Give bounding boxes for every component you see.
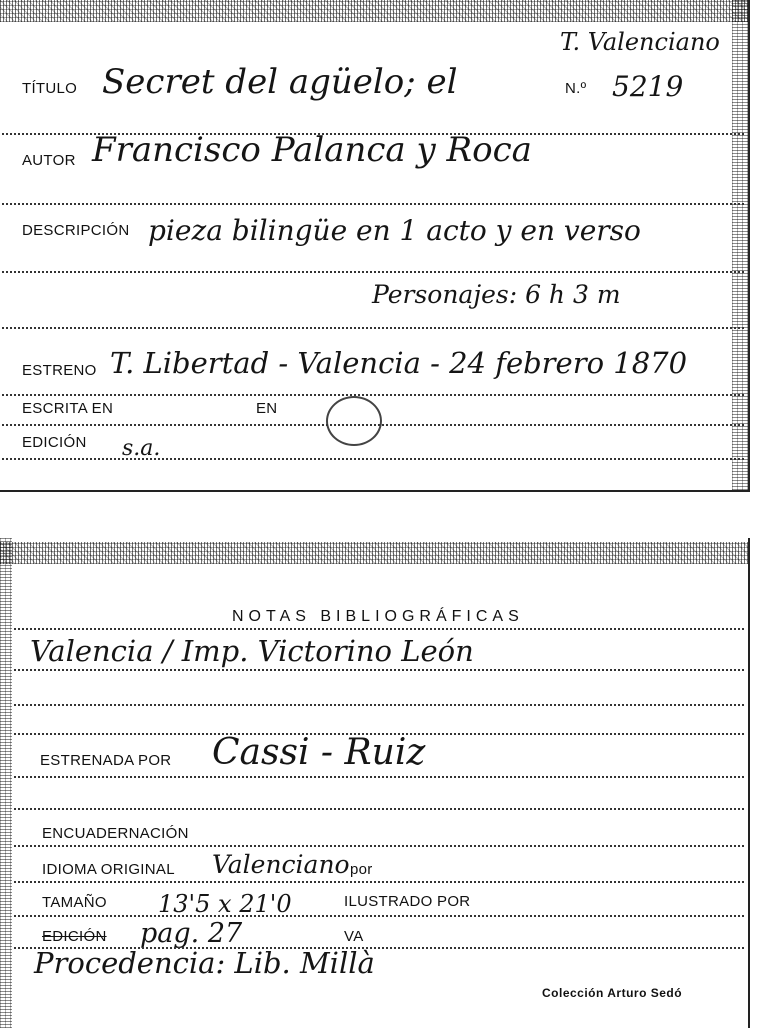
rule-line (14, 881, 744, 883)
notas-value: Valencia / Imp. Victorino León (30, 634, 474, 668)
ilustrado-label: ILUSTRADO POR (344, 893, 471, 910)
estrenada-value: Cassi - Ruiz (212, 732, 426, 773)
rule-line (14, 845, 744, 847)
rule-line (2, 271, 744, 273)
collection-credit: Colección Arturo Sedó (542, 986, 683, 1000)
por-label: por (350, 861, 373, 878)
procedencia-value: Procedencia: Lib. Millà (34, 946, 375, 980)
collection-tag: T. Valenciano (560, 28, 720, 56)
estreno-value: T. Libertad - Valencia - 24 febrero 1870 (110, 346, 688, 380)
scan-noise-left (0, 538, 12, 1028)
rule-line (14, 915, 744, 917)
notas-heading: NOTAS BIBLIOGRÁFICAS (232, 608, 524, 625)
edicion-value: s.a. (122, 436, 161, 461)
rule-line (14, 704, 744, 706)
descripcion-value: pieza bilingüe en 1 acto y en verso (148, 214, 641, 247)
rule-line (14, 776, 744, 778)
scan-noise-right (732, 0, 748, 490)
personajes-value: Personajes: 6 h 3 m (372, 280, 621, 309)
estreno-label: ESTRENO (22, 362, 97, 379)
en-label: EN (256, 400, 278, 417)
number-value: 5219 (612, 70, 684, 103)
edicion-label-struck: EDICIÓN (42, 928, 107, 945)
autor-value: Francisco Palanca y Roca (92, 130, 532, 170)
catalog-card-top (0, 0, 750, 492)
titulo-value: Secret del agüelo; el (102, 62, 458, 102)
scan-noise-top (0, 0, 748, 22)
catalog-card-bottom (0, 538, 750, 1028)
edicion-value: pag. 27 (140, 918, 243, 949)
rule-line (14, 628, 744, 630)
rule-line (2, 394, 744, 396)
rule-line (2, 424, 744, 426)
rule-line (2, 203, 744, 205)
rule-line (2, 327, 744, 329)
autor-label: AUTOR (22, 152, 76, 169)
tamano-value: 13'5 x 21'0 (158, 890, 292, 918)
scan-noise-top (0, 542, 748, 564)
titulo-label: TÍTULO (22, 80, 78, 97)
encuadernacion-label: ENCUADERNACIÓN (42, 825, 189, 842)
ink-blot (326, 396, 382, 446)
edicion-label: EDICIÓN (22, 434, 87, 451)
rule-line (14, 669, 744, 671)
rule-line (14, 808, 744, 810)
estrenada-label: ESTRENADA POR (40, 752, 172, 769)
va-label: VA (344, 928, 364, 945)
escrita-en-label: ESCRITA EN (22, 400, 114, 417)
idioma-label: IDIOMA ORIGINAL (42, 861, 175, 878)
idioma-value: Valenciano (212, 850, 350, 879)
rule-line (2, 458, 744, 460)
descripcion-label: DESCRIPCIÓN (22, 222, 130, 239)
number-label: N.º (565, 80, 587, 97)
tamano-label: TAMAÑO (42, 894, 107, 911)
